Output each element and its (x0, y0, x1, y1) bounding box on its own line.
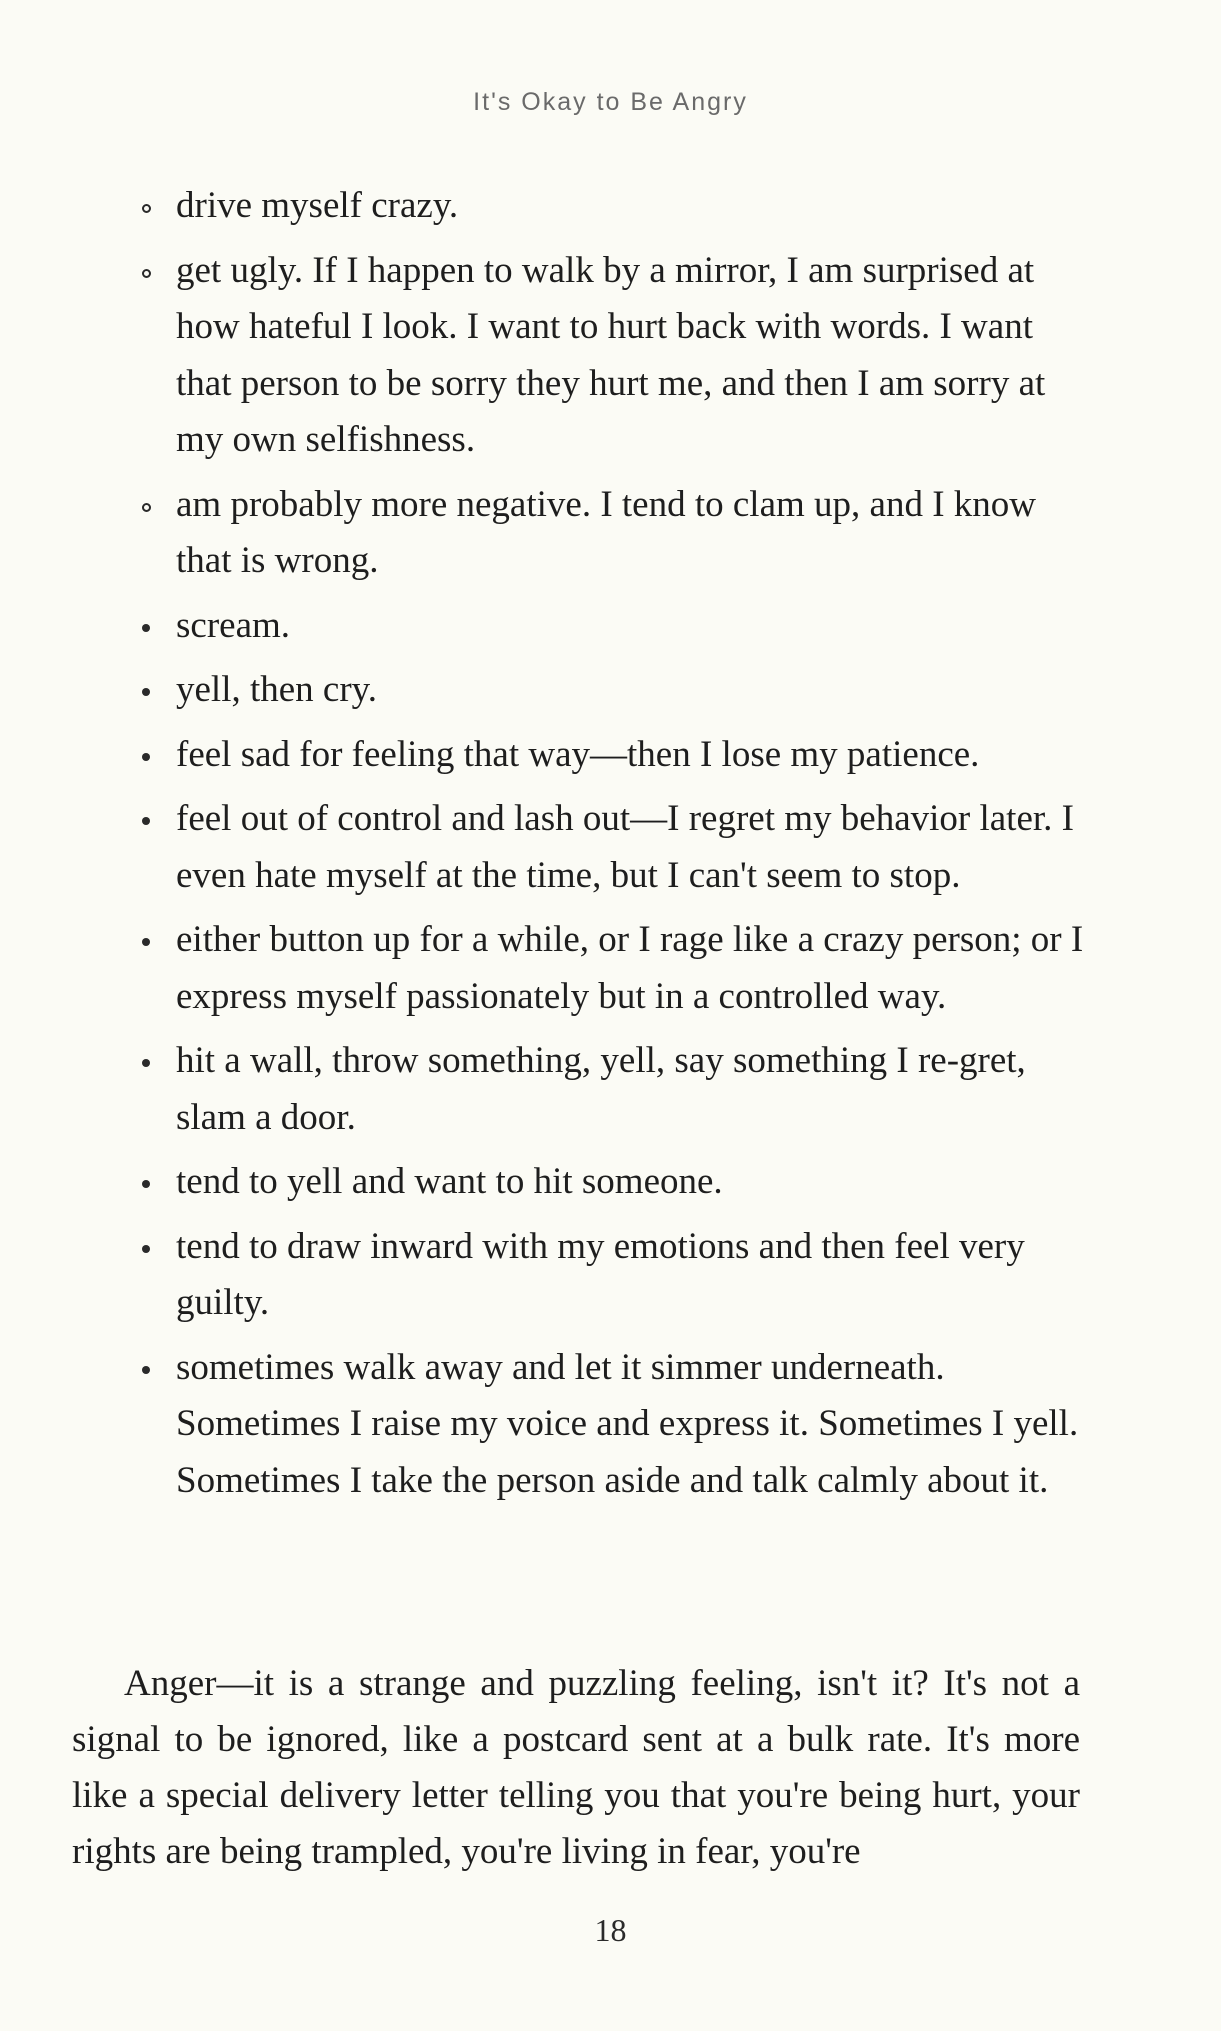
list-item (140, 477, 1085, 590)
list-item-text: am probably more negative. I tend to clam up, and I know that is wrong. (176, 483, 1036, 581)
list-item-text: tend to draw inward with my emotions and then feel very guilty. (176, 1225, 1025, 1323)
list-item-text: sometimes walk away and let it simmer underneath. Sometimes I raise my voice and express it. Sometimes I yell. Sometimes I take the person aside and talk calmly about it. (176, 1346, 1079, 1501)
list-item-text: feel out of control and lash out—I regret my behavior later. I even hate myself at the time, but I can't seem to stop. (176, 798, 1074, 896)
list-item-text: tend to yell and want to hit someone. (176, 1161, 723, 1202)
page-number: 18 (594, 1912, 627, 1948)
bullet-marker (142, 1180, 150, 1188)
bullet-marker (142, 1059, 150, 1067)
list-item (140, 791, 1085, 904)
list-item (140, 1340, 1085, 1510)
list-item-text: scream. (176, 604, 291, 646)
list-item (140, 243, 1085, 469)
list-item-text: get ugly. If I happen to walk by a mirror, I am surprised at how hateful I look. I want to hurt back with words. I want that person to be sorry they hurt me, and then I am sorry at my own selfishness. (176, 249, 1046, 460)
bullet-marker (142, 753, 150, 761)
bullet-marker (142, 204, 151, 213)
bullet-marker (142, 1245, 150, 1253)
bullet-marker (142, 688, 150, 696)
bullet-list (140, 178, 1085, 1517)
list-item (140, 1219, 1085, 1332)
body-paragraph: Anger—it is a strange and puzzling feeling, isn't it? It's not a signal to be ignored, like a postcard sent at a bulk rate. It's more like a special delivery letter telling you that you're being hurt, your rights are being trampled, you're living in fear, you're (72, 1663, 1080, 1872)
list-item (140, 912, 1085, 1025)
list-item-text: hit a wall, throw something, yell, say something I re-gret, slam a door. (176, 1040, 1026, 1138)
list-item-text: yell, then cry. (176, 669, 378, 710)
list-item (140, 178, 1085, 235)
list-item (140, 727, 1085, 784)
bullet-marker (142, 503, 151, 512)
list-item (140, 1154, 1085, 1211)
bullet-marker (142, 624, 150, 632)
bullet-marker (142, 269, 151, 278)
bullet-marker (142, 938, 150, 946)
list-item (140, 598, 1085, 655)
list-item-text: either button up for a while, or I rage like a crazy person; or I express myself passionately but in a controlled way. (176, 919, 1084, 1017)
list-item-text: feel sad for feeling that way—then I lose my patience. (176, 733, 980, 775)
bullet-marker (142, 817, 150, 825)
list-item (140, 662, 1085, 719)
bullet-marker (142, 1366, 150, 1374)
list-item (140, 1033, 1085, 1146)
list-item-text: drive myself crazy. (176, 185, 459, 226)
running-head: It's Okay to Be Angry (473, 88, 748, 116)
